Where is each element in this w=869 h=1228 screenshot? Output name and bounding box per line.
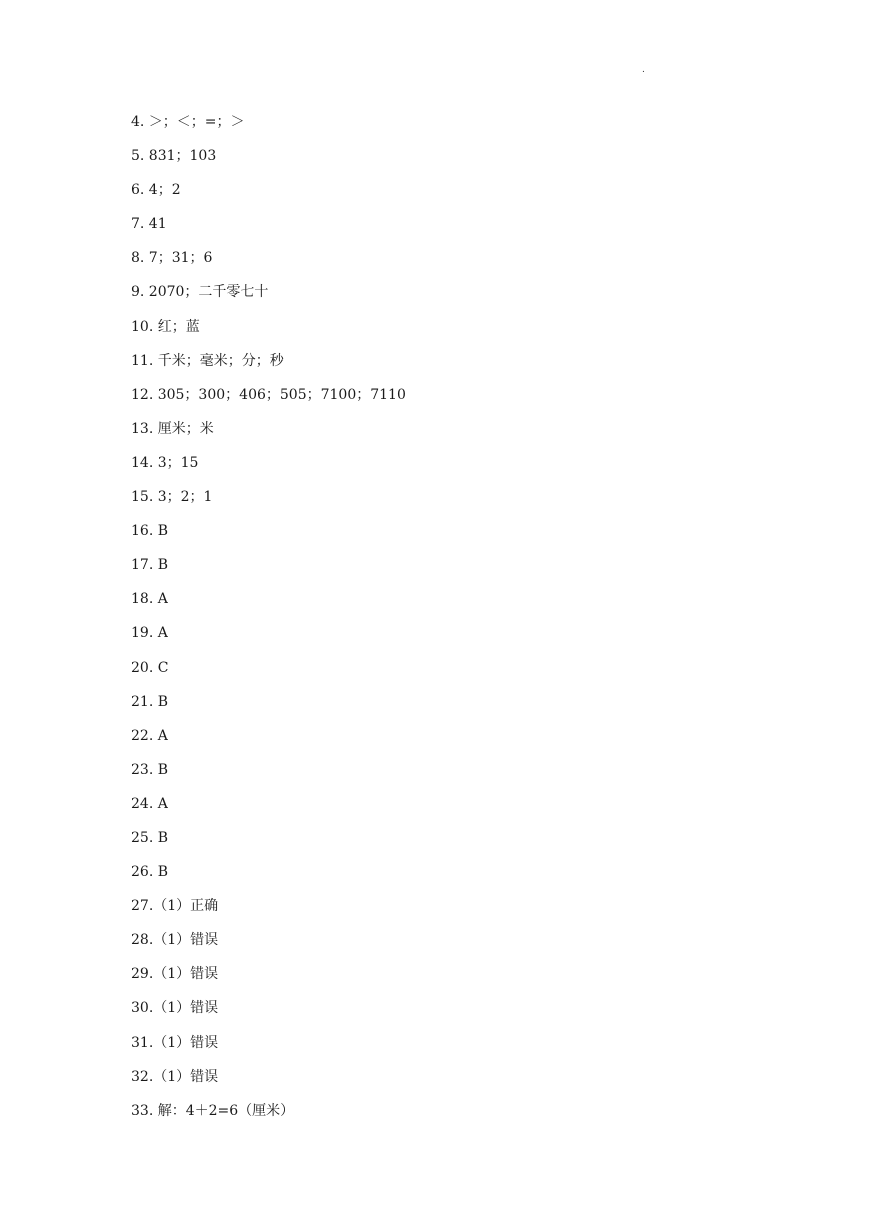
- answer-line: 6. 4；2: [131, 182, 181, 199]
- answer-line: 26. B: [131, 864, 169, 881]
- answer-line: 16. B: [131, 523, 169, 540]
- answer-line: 25. B: [131, 829, 169, 846]
- answer-list: [131, 109, 406, 1132]
- answer-line: 22. A: [131, 727, 168, 744]
- answer-line: 33. 解：4＋2=6（厘米）: [131, 1102, 295, 1119]
- answer-line: 27.（1）正确: [131, 898, 219, 915]
- answer-line: 15. 3；2；1: [131, 489, 213, 506]
- answer-line: 11. 千米；毫米；分；秒: [131, 352, 284, 369]
- answer-line: 9. 2070；二千零七十: [131, 284, 269, 301]
- answer-line: 29.（1）错误: [131, 966, 219, 983]
- answer-line: 4. ＞；＜；=；＞: [131, 114, 245, 130]
- answer-line: 23. B: [131, 761, 169, 778]
- answer-line: 20. C: [131, 659, 169, 676]
- answer-line: 32.（1）错误: [131, 1068, 219, 1085]
- answer-line: 17. B: [131, 557, 169, 574]
- answer-line: 14. 3；15: [131, 454, 199, 471]
- answer-line: 12. 305；300；406；505；7100；7110: [131, 386, 406, 403]
- answer-line: 28.（1）错误: [131, 932, 219, 949]
- header-mark: .: [642, 65, 645, 75]
- answer-line: 10. 红；蓝: [131, 318, 200, 335]
- answer-line: 19. A: [131, 625, 168, 642]
- answer-line: 5. 831；103: [131, 148, 217, 165]
- answer-line: 7. 41: [131, 216, 167, 233]
- answer-line: 30.（1）错误: [131, 1000, 219, 1017]
- answer-line: 8. 7；31；6: [131, 250, 213, 267]
- answer-line: 13. 厘米；米: [131, 420, 214, 437]
- answer-line: 31.（1）错误: [131, 1034, 219, 1051]
- answer-line: 18. A: [131, 591, 168, 608]
- answer-line: 24. A: [131, 795, 168, 812]
- answer-line: 21. B: [131, 693, 169, 710]
